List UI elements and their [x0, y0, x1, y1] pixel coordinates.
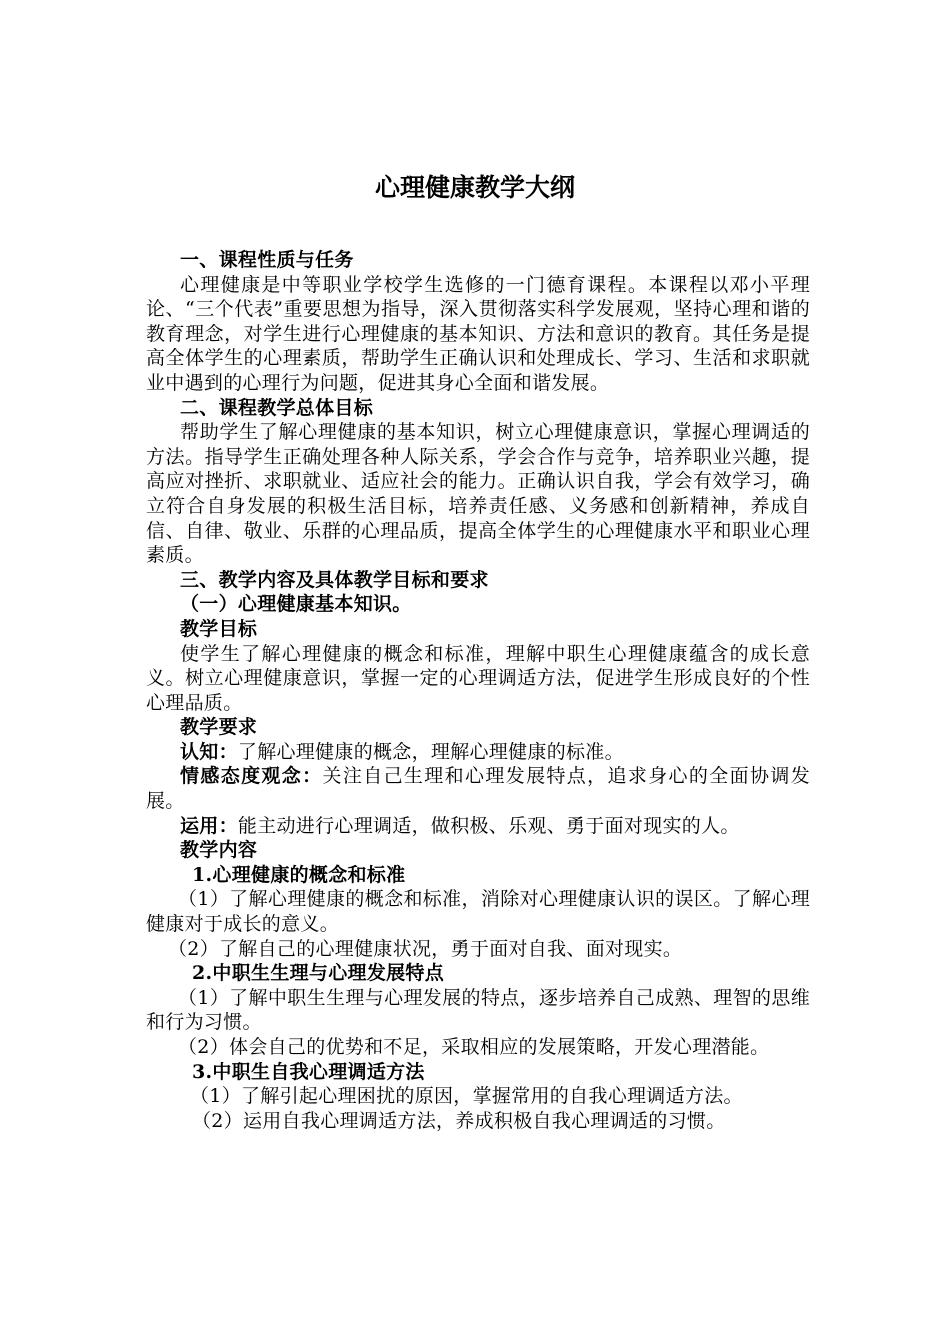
topic-3-item: （2）运用自我心理调适方法，养成积极自我心理调适的习惯。: [192, 1109, 726, 1132]
document-body: [146, 248, 810, 1133]
requirement-text: 关注自己生理和心理发展特点，追求身心的全面协调发展。: [146, 765, 810, 813]
topic-2-item: （1）了解中职生生理与心理发展的特点，逐步培养自己成熟、理智的思维和行为习惯。: [146, 986, 810, 1034]
section-2-paragraph: 帮助学生了解心理健康的基本知识，树立心理健康意识，掌握心理调适的方法。指导学生正确处理各种人际关系，学会合作与竞争，培养职业兴趣，提高应对挫折、求职就业、适应社会的能力。正确认识自我，学会有效学习，确立符合自身发展的积极生活目标，培养责任感、义务感和创新精神，养成自信、自律、敬业、乐群的心理品质，提高全体学生的心理健康水平和职业心理素质。: [146, 421, 810, 567]
topic-1-item: （1）了解心理健康的概念和标准，消除对心理健康认识的误区。了解心理健康对于成长的意义。: [146, 888, 810, 936]
requirement-label: 认知：: [180, 740, 238, 763]
section-1-paragraph: 心理健康是中等职业学校学生选修的一门德育课程。本课程以邓小平理论、“三个代表”重要思想为指导，深入贯彻落实科学发展观，坚持心理和谐的教育理念，对学生进行心理健康的基本知识、方法和意识的教育。其任务是提高全体学生的心理素质，帮助学生正确认识和处理成长、学习、生活和求职就业中遇到的心理行为问题，促进其身心全面和谐发展。: [146, 273, 810, 394]
topic-1-title: 1.心理健康的概念和标准: [192, 863, 406, 886]
topic-1-item: （2）了解自己的心理健康状况，勇于面对自我、面对现实。: [168, 937, 683, 960]
teaching-requirement-heading: 教学要求: [180, 716, 258, 739]
requirement-application: [146, 814, 810, 839]
requirement-label: 运用：: [180, 814, 238, 837]
requirement-text: 能主动进行心理调适，做积极、乐观、勇于面对现实的人。: [237, 814, 740, 837]
page-title: 心理健康教学大纲: [374, 173, 575, 202]
topic-3-item: （1）了解引起心理困扰的原因，掌握常用的自我心理调适方法。: [190, 1085, 743, 1108]
section-heading-1: 一、课程性质与任务: [180, 249, 354, 271]
teaching-content-heading: 教学内容: [180, 839, 258, 862]
teaching-goal-paragraph: 使学生了解心理健康的概念和标准，理解中职生心理健康蕴含的成长意义。树立心理健康意识，掌握一定的心理调适方法，促进学生形成良好的个性心理品质。: [146, 642, 810, 714]
section-heading-3: 三、教学内容及具体教学目标和要求: [180, 568, 489, 591]
subsection-heading: （一）心理健康基本知识。: [180, 593, 412, 616]
topic-2-title: 2.中职生生理与心理发展特点: [192, 962, 445, 985]
requirement-text: 了解心理健康的概念，理解心理健康的标准。: [237, 740, 624, 763]
teaching-goal-heading: 教学目标: [180, 617, 258, 640]
topic-2-item: （2）体会自己的优势和不足，采取相应的发展策略，开发心理潜能。: [178, 1036, 770, 1058]
topic-3-title: 3.中职生自我心理调适方法: [192, 1060, 425, 1083]
section-heading-2: 二、课程教学总体目标: [180, 396, 374, 419]
requirement-cognition: [146, 740, 810, 765]
requirement-label: 情感态度观念：: [180, 765, 323, 788]
requirement-attitude: [146, 764, 810, 813]
